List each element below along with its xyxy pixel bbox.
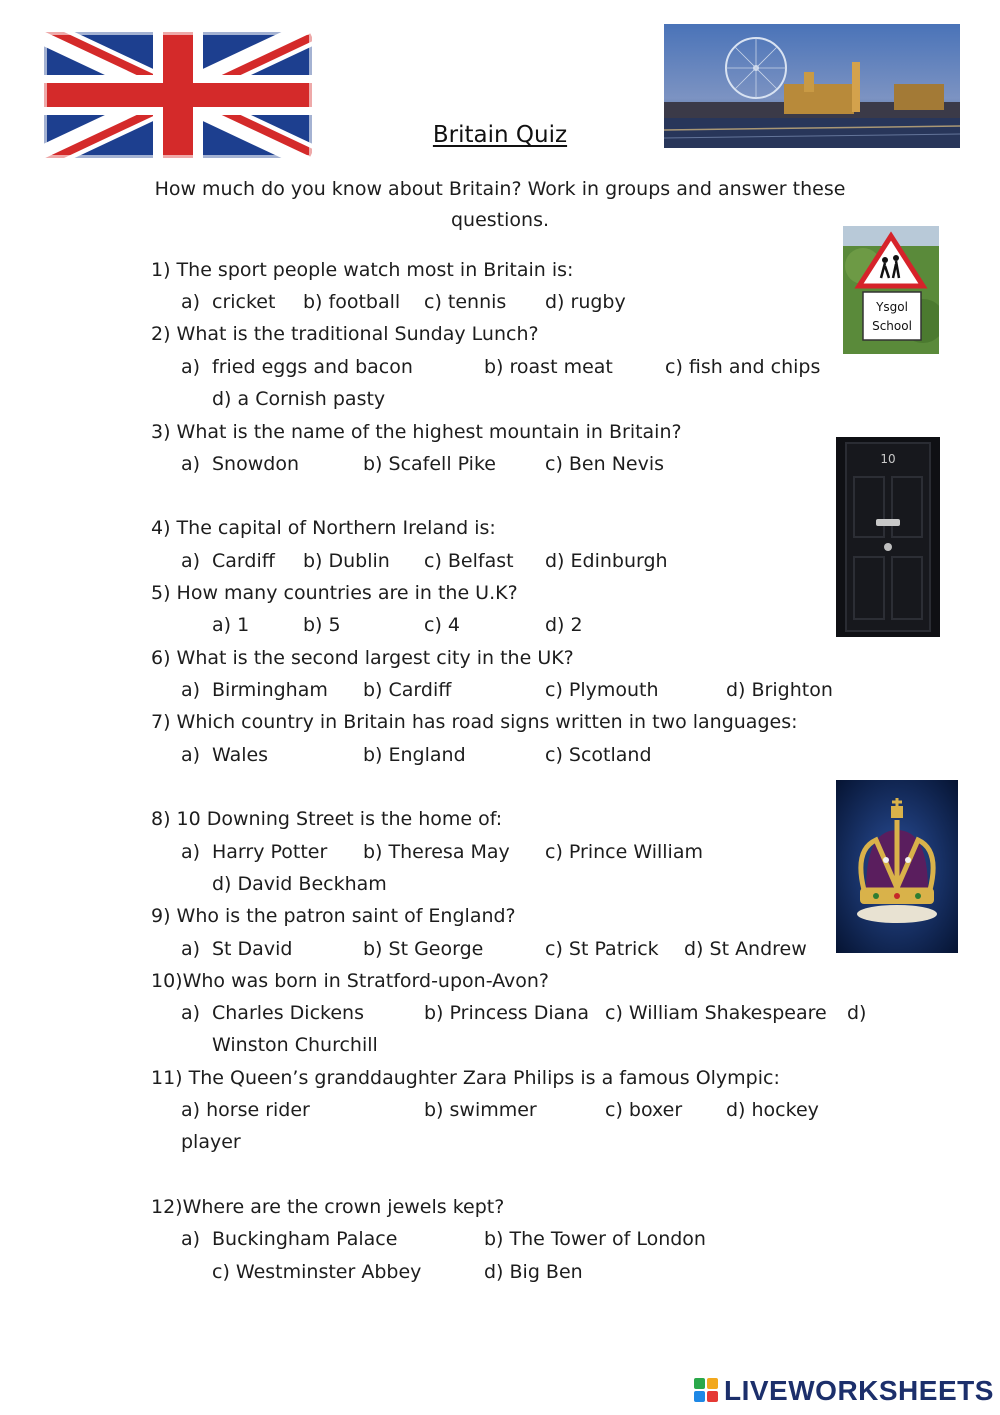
intro-text: How much do you know about Britain? Work in groups and answer these questions. <box>154 178 846 231</box>
q12-option-a-letter: a) <box>181 1228 201 1250</box>
question-7: 7) Which country in Britain has road signs written in two languages: <box>151 711 798 733</box>
q12-option-d: d) Big Ben <box>484 1261 583 1283</box>
q1-option-a-letter: a) <box>181 291 201 313</box>
q6-option-a: Birmingham <box>212 679 328 701</box>
q10-option-b: b) Princess Diana <box>424 1002 589 1024</box>
liveworksheets-brand[interactable] <box>694 1374 994 1408</box>
q8-option-a: Harry Potter <box>212 841 328 863</box>
q4-option-a: Cardiff <box>212 550 275 572</box>
q11-option-c: c) boxer <box>605 1099 683 1121</box>
page-title: Britain Quiz <box>432 122 568 148</box>
q8-option-d: d) David Beckham <box>212 873 387 895</box>
q10-option-c: c) William Shakespeare <box>605 1002 827 1024</box>
q5-option-b: b) 5 <box>303 614 341 636</box>
q1-option-a: cricket <box>212 291 276 313</box>
question-6: 6) What is the second largest city in the UK? <box>151 647 574 669</box>
question-1: 1) The sport people watch most in Britain is: <box>151 259 574 281</box>
q2-option-a: fried eggs and bacon <box>212 356 413 378</box>
q12-option-b: b) The Tower of London <box>484 1228 706 1250</box>
question-9: 9) Who is the patron saint of England? <box>151 905 516 927</box>
question-3: 3) What is the name of the highest mountain in Britain? <box>151 421 682 443</box>
q9-option-d: d) St Andrew <box>684 938 807 960</box>
question-8: 8) 10 Downing Street is the home of: <box>151 808 503 830</box>
road-sign-icon <box>843 226 939 354</box>
q11-option-b: b) swimmer <box>424 1099 537 1121</box>
q12-option-c: c) Westminster Abbey <box>212 1261 422 1283</box>
q7-option-a-letter: a) <box>181 744 201 766</box>
q3-option-a-letter: a) <box>181 453 201 475</box>
q8-option-c: c) Prince William <box>545 841 703 863</box>
door-number: 10 <box>880 452 896 466</box>
q4-option-d: d) Edinburgh <box>545 550 668 572</box>
q8-option-b: b) Theresa May <box>363 841 510 863</box>
q9-option-a: St David <box>212 938 293 960</box>
q9-option-b: b) St George <box>363 938 484 960</box>
question-2: 2) What is the traditional Sunday Lunch? <box>151 323 539 345</box>
q4-option-c: c) Belfast <box>424 550 514 572</box>
q7-option-a: Wales <box>212 744 269 766</box>
sign-text-school: School <box>872 319 912 333</box>
q4-option-b: b) Dublin <box>303 550 390 572</box>
q12-option-a: Buckingham Palace <box>212 1228 398 1250</box>
q11-option-d: d) hockey <box>726 1099 819 1121</box>
q2-option-c: c) fish and chips <box>665 356 821 378</box>
crown-icon <box>836 780 958 953</box>
question-5: 5) How many countries are in the U.K? <box>151 582 518 604</box>
q7-option-c: c) Scotland <box>545 744 652 766</box>
q1-option-d: d) rugby <box>545 291 626 313</box>
q11-option-d-continued: player <box>181 1131 241 1153</box>
q5-option-d: d) 2 <box>545 614 583 636</box>
liveworksheets-logo-icon <box>694 1378 720 1404</box>
q10-option-a: Charles Dickens <box>212 1002 364 1024</box>
q2-option-a-letter: a) <box>181 356 201 378</box>
q5-option-c: c) 4 <box>424 614 460 636</box>
downing-street-door-photo <box>836 437 940 637</box>
crown-jewels-photo <box>836 780 958 953</box>
q8-option-a-letter: a) <box>181 841 201 863</box>
ysgol-school-road-sign <box>843 226 939 354</box>
q1-option-c: c) tennis <box>424 291 507 313</box>
q6-option-c: c) Plymouth <box>545 679 659 701</box>
q1-option-b: b) football <box>303 291 401 313</box>
q6-option-a-letter: a) <box>181 679 201 701</box>
q2-option-d: d) a Cornish pasty <box>212 388 386 410</box>
q10-option-a-letter: a) <box>181 1002 201 1024</box>
q4-option-a-letter: a) <box>181 550 201 572</box>
question-10: 10)Who was born in Stratford-upon-Avon? <box>151 970 550 992</box>
door-icon <box>836 437 940 637</box>
q3-option-b: b) Scafell Pike <box>363 453 496 475</box>
q10-option-d-letter: d) <box>847 1002 867 1024</box>
sign-text-ysgol: Ysgol <box>876 300 908 314</box>
q5-option-a: a) 1 <box>212 614 250 636</box>
q6-option-d: d) Brighton <box>726 679 833 701</box>
question-4: 4) The capital of Northern Ireland is: <box>151 517 496 539</box>
question-11: 11) The Queen’s granddaughter Zara Philips is a famous Olympic: <box>151 1067 780 1089</box>
q11-option-a: a) horse rider <box>181 1099 310 1121</box>
q9-option-a-letter: a) <box>181 938 201 960</box>
q6-option-b: b) Cardiff <box>363 679 452 701</box>
q2-option-b: b) roast meat <box>484 356 613 378</box>
q9-option-c: c) St Patrick <box>545 938 659 960</box>
question-12: 12)Where are the crown jewels kept? <box>151 1196 505 1218</box>
q3-option-a: Snowdon <box>212 453 299 475</box>
liveworksheets-wordmark: LIVEWORKSHEETS <box>724 1375 994 1406</box>
q7-option-b: b) England <box>363 744 466 766</box>
q10-option-d: Winston Churchill <box>212 1034 378 1056</box>
q3-option-c: c) Ben Nevis <box>545 453 665 475</box>
